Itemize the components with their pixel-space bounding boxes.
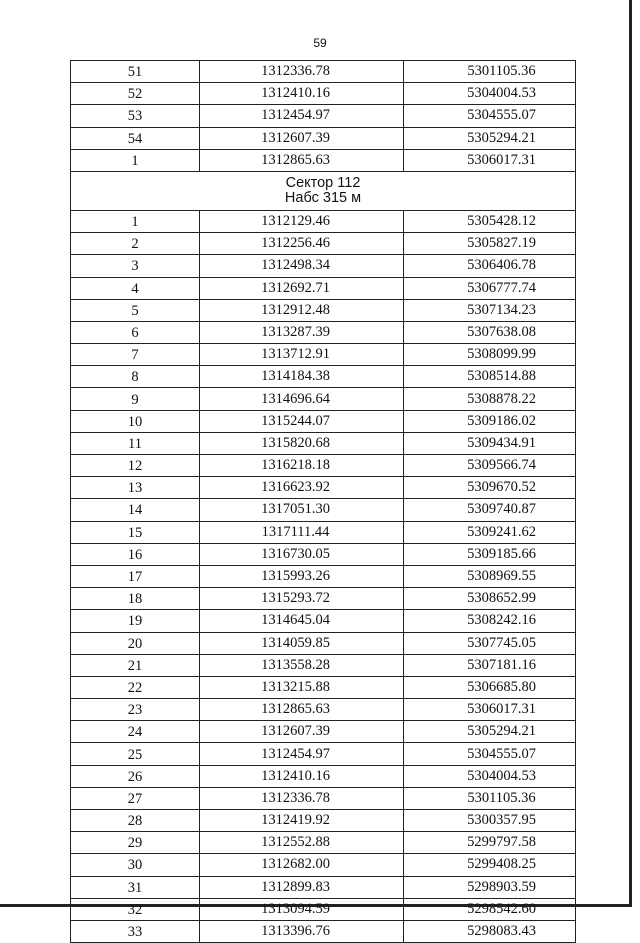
table-row <box>71 743 576 765</box>
x-coordinate-cell: 1312419.92 <box>200 810 404 832</box>
table-row <box>71 321 576 343</box>
table-row <box>71 898 576 920</box>
page-number: 59 <box>313 36 327 50</box>
table-row <box>71 432 576 454</box>
x-coordinate-cell: 1312899.83 <box>200 876 404 898</box>
x-coordinate-cell: 1317051.30 <box>200 499 404 521</box>
point-number-cell: 12 <box>71 455 200 477</box>
table-row <box>71 876 576 898</box>
y-coordinate-cell: 5301105.36 <box>404 61 576 83</box>
point-number-cell: 9 <box>71 388 200 410</box>
y-coordinate-cell: 5300357.95 <box>404 810 576 832</box>
y-coordinate-cell: 5305428.12 <box>404 210 576 232</box>
point-number-cell: 22 <box>71 676 200 698</box>
point-number-cell: 30 <box>71 854 200 876</box>
y-coordinate-cell: 5304004.53 <box>404 83 576 105</box>
point-number-cell: 1 <box>71 149 200 171</box>
x-coordinate-cell: 1314059.85 <box>200 632 404 654</box>
point-number-cell: 13 <box>71 477 200 499</box>
x-coordinate-cell: 1312410.16 <box>200 765 404 787</box>
x-coordinate-cell: 1312498.34 <box>200 255 404 277</box>
table-row <box>71 61 576 83</box>
point-number-cell: 18 <box>71 588 200 610</box>
point-number-cell: 6 <box>71 321 200 343</box>
table-row <box>71 721 576 743</box>
x-coordinate-cell: 1317111.44 <box>200 521 404 543</box>
x-coordinate-cell: 1316218.18 <box>200 455 404 477</box>
point-number-cell: 23 <box>71 699 200 721</box>
x-coordinate-cell: 1314184.38 <box>200 366 404 388</box>
x-coordinate-cell: 1316623.92 <box>200 477 404 499</box>
table-row <box>71 920 576 942</box>
point-number-cell: 25 <box>71 743 200 765</box>
table-row <box>71 676 576 698</box>
x-coordinate-cell: 1312607.39 <box>200 721 404 743</box>
y-coordinate-cell: 5308969.55 <box>404 565 576 587</box>
section-title: Сектор 112 <box>285 174 361 191</box>
point-number-cell: 8 <box>71 366 200 388</box>
y-coordinate-cell: 5309740.87 <box>404 499 576 521</box>
x-coordinate-cell: 1312454.97 <box>200 743 404 765</box>
x-coordinate-cell: 1313215.88 <box>200 676 404 698</box>
y-coordinate-cell: 5308878.22 <box>404 388 576 410</box>
table-row <box>71 632 576 654</box>
x-coordinate-cell: 1312692.71 <box>200 277 404 299</box>
x-coordinate-cell: 1312865.63 <box>200 149 404 171</box>
x-coordinate-cell: 1312454.97 <box>200 105 404 127</box>
y-coordinate-cell: 5304555.07 <box>404 105 576 127</box>
point-number-cell: 24 <box>71 721 200 743</box>
x-coordinate-cell: 1313094.59 <box>200 898 404 920</box>
y-coordinate-cell: 5307638.08 <box>404 321 576 343</box>
table-row <box>71 499 576 521</box>
point-number-cell: 54 <box>71 127 200 149</box>
point-number-cell: 16 <box>71 543 200 565</box>
table-row <box>71 277 576 299</box>
y-coordinate-cell: 5306406.78 <box>404 255 576 277</box>
table-body-before <box>71 61 576 172</box>
table-row <box>71 105 576 127</box>
table-row <box>71 765 576 787</box>
table-row <box>71 233 576 255</box>
x-coordinate-cell: 1312865.63 <box>200 699 404 721</box>
y-coordinate-cell: 5309186.02 <box>404 410 576 432</box>
x-coordinate-cell: 1313558.28 <box>200 654 404 676</box>
x-coordinate-cell: 1313712.91 <box>200 344 404 366</box>
y-coordinate-cell: 5309566.74 <box>404 455 576 477</box>
table-row <box>71 477 576 499</box>
y-coordinate-cell: 5308514.88 <box>404 366 576 388</box>
point-number-cell: 26 <box>71 765 200 787</box>
table-row <box>71 366 576 388</box>
y-coordinate-cell: 5305294.21 <box>404 127 576 149</box>
table-row <box>71 149 576 171</box>
table-row <box>71 588 576 610</box>
y-coordinate-cell: 5298903.59 <box>404 876 576 898</box>
x-coordinate-cell: 1312410.16 <box>200 83 404 105</box>
section-row <box>71 171 576 210</box>
y-coordinate-cell: 5308099.99 <box>404 344 576 366</box>
point-number-cell: 19 <box>71 610 200 632</box>
y-coordinate-cell: 5307181.16 <box>404 654 576 676</box>
point-number-cell: 51 <box>71 61 200 83</box>
point-number-cell: 2 <box>71 233 200 255</box>
table-row <box>71 83 576 105</box>
table-row <box>71 654 576 676</box>
point-number-cell: 33 <box>71 920 200 942</box>
section-subtitle: Набс 315 м <box>284 189 362 206</box>
x-coordinate-cell: 1315244.07 <box>200 410 404 432</box>
point-number-cell: 5 <box>71 299 200 321</box>
y-coordinate-cell: 5299408.25 <box>404 854 576 876</box>
x-coordinate-cell: 1312912.48 <box>200 299 404 321</box>
x-coordinate-cell: 1312336.78 <box>200 61 404 83</box>
table-row <box>71 344 576 366</box>
point-number-cell: 15 <box>71 521 200 543</box>
point-number-cell: 27 <box>71 787 200 809</box>
point-number-cell: 20 <box>71 632 200 654</box>
y-coordinate-cell: 5308242.16 <box>404 610 576 632</box>
section-cell <box>71 171 576 210</box>
point-number-cell: 7 <box>71 344 200 366</box>
y-coordinate-cell: 5306685.80 <box>404 676 576 698</box>
table-row <box>71 127 576 149</box>
table-row <box>71 255 576 277</box>
y-coordinate-cell: 5306777.74 <box>404 277 576 299</box>
x-coordinate-cell: 1314645.04 <box>200 610 404 632</box>
point-number-cell: 31 <box>71 876 200 898</box>
x-coordinate-cell: 1315820.68 <box>200 432 404 454</box>
point-number-cell: 28 <box>71 810 200 832</box>
point-number-cell: 3 <box>71 255 200 277</box>
x-coordinate-cell: 1312607.39 <box>200 127 404 149</box>
x-coordinate-cell: 1312256.46 <box>200 233 404 255</box>
table-row <box>71 810 576 832</box>
point-number-cell: 14 <box>71 499 200 521</box>
table-row <box>71 210 576 232</box>
table-row <box>71 388 576 410</box>
y-coordinate-cell: 5304555.07 <box>404 743 576 765</box>
x-coordinate-cell: 1312682.00 <box>200 854 404 876</box>
point-number-cell: 10 <box>71 410 200 432</box>
y-coordinate-cell: 5309670.52 <box>404 477 576 499</box>
y-coordinate-cell: 5307745.05 <box>404 632 576 654</box>
y-coordinate-cell: 5304004.53 <box>404 765 576 787</box>
table-row <box>71 832 576 854</box>
table-row <box>71 854 576 876</box>
table-row <box>71 787 576 809</box>
y-coordinate-cell: 5298542.60 <box>404 898 576 920</box>
point-number-cell: 52 <box>71 83 200 105</box>
y-coordinate-cell: 5308652.99 <box>404 588 576 610</box>
point-number-cell: 29 <box>71 832 200 854</box>
table-row <box>71 699 576 721</box>
point-number-cell: 4 <box>71 277 200 299</box>
point-number-cell: 21 <box>71 654 200 676</box>
x-coordinate-cell: 1316730.05 <box>200 543 404 565</box>
y-coordinate-cell: 5305827.19 <box>404 233 576 255</box>
table-row <box>71 455 576 477</box>
point-number-cell: 17 <box>71 565 200 587</box>
y-coordinate-cell: 5299797.58 <box>404 832 576 854</box>
x-coordinate-cell: 1312336.78 <box>200 787 404 809</box>
x-coordinate-cell: 1312129.46 <box>200 210 404 232</box>
x-coordinate-cell: 1315993.26 <box>200 565 404 587</box>
table-row <box>71 565 576 587</box>
y-coordinate-cell: 5309241.62 <box>404 521 576 543</box>
y-coordinate-cell: 5306017.31 <box>404 149 576 171</box>
table-row <box>71 410 576 432</box>
y-coordinate-cell: 5305294.21 <box>404 721 576 743</box>
y-coordinate-cell: 5309434.91 <box>404 432 576 454</box>
point-number-cell: 53 <box>71 105 200 127</box>
y-coordinate-cell: 5298083.43 <box>404 920 576 942</box>
table-row <box>71 521 576 543</box>
table-row <box>71 610 576 632</box>
x-coordinate-cell: 1312552.88 <box>200 832 404 854</box>
point-number-cell: 11 <box>71 432 200 454</box>
table-body-after <box>71 210 576 942</box>
y-coordinate-cell: 5307134.23 <box>404 299 576 321</box>
y-coordinate-cell: 5306017.31 <box>404 699 576 721</box>
x-coordinate-cell: 1314696.64 <box>200 388 404 410</box>
x-coordinate-cell: 1313287.39 <box>200 321 404 343</box>
coordinates-table <box>70 60 576 943</box>
y-coordinate-cell: 5309185.66 <box>404 543 576 565</box>
point-number-cell: 32 <box>71 898 200 920</box>
section-header-body <box>71 171 576 210</box>
point-number-cell: 1 <box>71 210 200 232</box>
x-coordinate-cell: 1313396.76 <box>200 920 404 942</box>
y-coordinate-cell: 5301105.36 <box>404 787 576 809</box>
x-coordinate-cell: 1315293.72 <box>200 588 404 610</box>
table-row <box>71 543 576 565</box>
table-row <box>71 299 576 321</box>
